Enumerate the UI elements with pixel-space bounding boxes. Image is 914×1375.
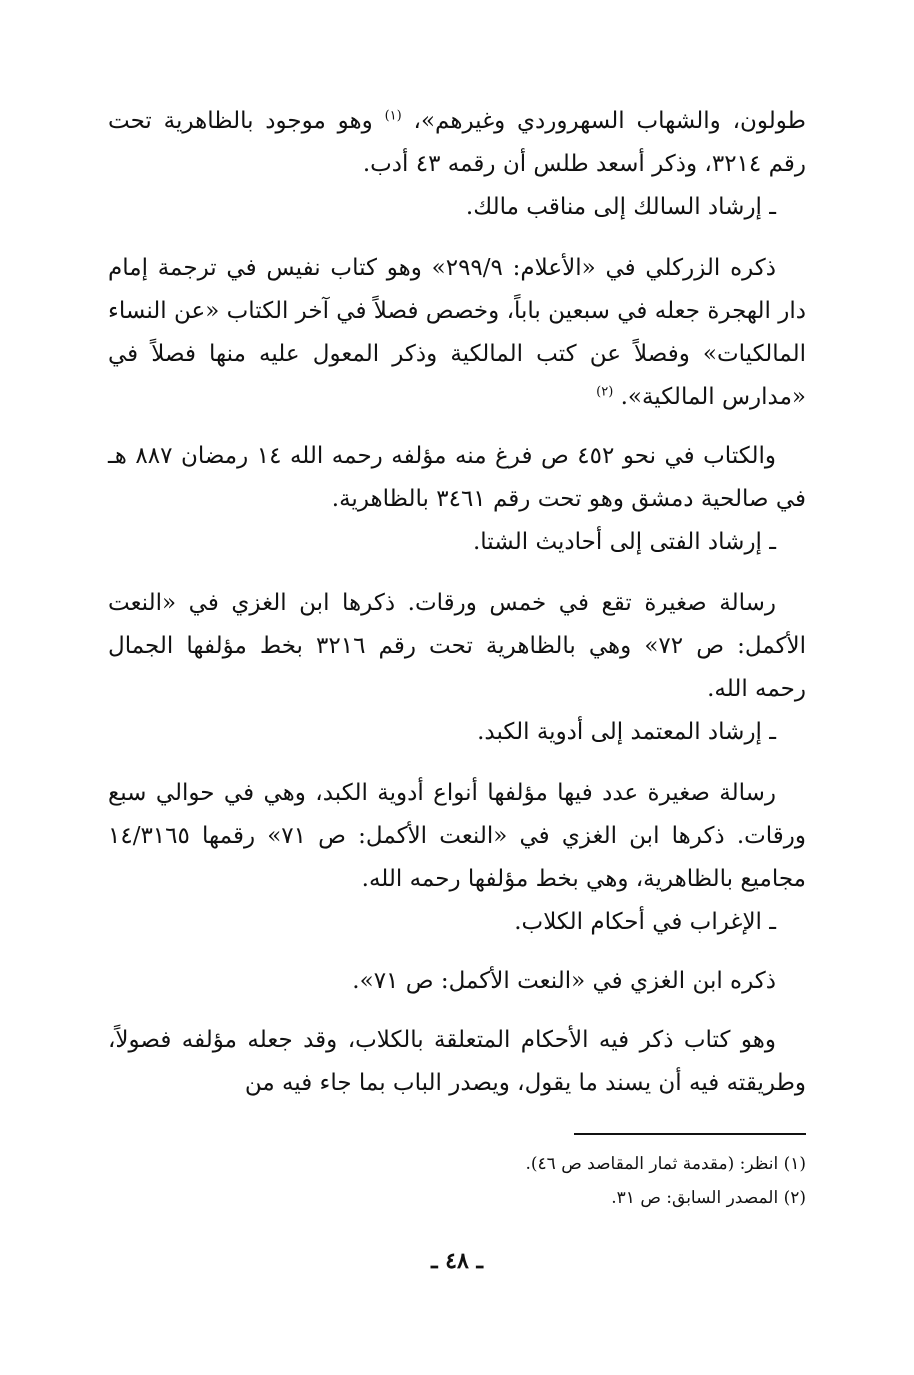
footnote-ref-1[interactable]: (١) xyxy=(384,108,402,124)
footnotes xyxy=(108,1147,806,1215)
page-body xyxy=(108,100,806,1105)
paragraph-1-text: طولون، والشهاب السهروردي وغيرهم»، xyxy=(401,108,806,134)
page-number: ـ ٤٨ ـ xyxy=(431,1248,483,1274)
footnote-ref-2[interactable]: (٢) xyxy=(596,384,614,400)
paragraph-5: رسالة صغيرة عدد فيها مؤلفها أنواع أدوية الكبد، وهي في حوالي سبع ورقات. ذكرها ابن الغزي في «النعت الأكمل: ص ٧١» رقمها ١٤/٣١٦٥ مجاميع بالظاهرية، وهي بخط مؤلفها رحمه الله. xyxy=(108,780,806,892)
section-heading-irshad-alsalik: ـ إرشاد السالك إلى مناقب مالك. xyxy=(465,194,776,220)
paragraph-2 xyxy=(108,247,806,419)
section-heading-irshad-almutamad: ـ إرشاد المعتمد إلى أدوية الكبد. xyxy=(477,719,776,745)
paragraph-3: والكتاب في نحو ٤٥٢ ص فرغ منه مؤلفه رحمه الله ١٤ رمضان ٨٨٧ هـ في صالحية دمشق وهو تحت رقم ٣٤٦١ بالظاهرية. xyxy=(108,443,806,512)
paragraph-1 xyxy=(108,100,806,186)
paragraph-2-text: ذكره الزركلي في «الأعلام: ٢٩٩/٩» وهو كتاب نفيس في ترجمة إمام دار الهجرة جعله في سبعين باباً، وخصص فصلاً في آخر الكتاب «عن النساء المالكيات» وفصلاً عن كتب المالكية وذكر المعول عليه منها فصلاً في «مدارس المالكية». xyxy=(108,255,806,410)
footnote-2: (٢) المصدر السابق: ص ٣١. xyxy=(611,1188,806,1208)
paragraph-1-text-after: وهو موجود بالظاهرية تحت رقم ٣٢١٤، وذكر أسعد طلس أن رقمه ٤٣ أدب. xyxy=(108,108,806,177)
section-heading-irshad-alfata: ـ إرشاد الفتى إلى أحاديث الشتا. xyxy=(472,529,776,555)
footnote-1: (١) انظر: (مقدمة ثمار المقاصد ص ٤٦). xyxy=(525,1154,806,1174)
paragraph-7: وهو كتاب ذكر فيه الأحكام المتعلقة بالكلاب، وقد جعله مؤلفه فصولاً، وطريقته فيه أن يسند ما يقول، ويصدر الباب بما جاء فيه من xyxy=(108,1027,806,1096)
footnote-separator xyxy=(574,1133,806,1135)
paragraph-6: ذكره ابن الغزي في «النعت الأكمل: ص ٧١». xyxy=(352,968,776,994)
section-heading-al-ighrab: ـ الإغراب في أحكام الكلاب. xyxy=(514,909,776,935)
paragraph-4: رسالة صغيرة تقع في خمس ورقات. ذكرها ابن الغزي في «النعت الأكمل: ص ٧٢» وهي بالظاهرية تحت رقم ٣٢١٦ بخط مؤلفها الجمال رحمه الله. xyxy=(108,590,807,702)
